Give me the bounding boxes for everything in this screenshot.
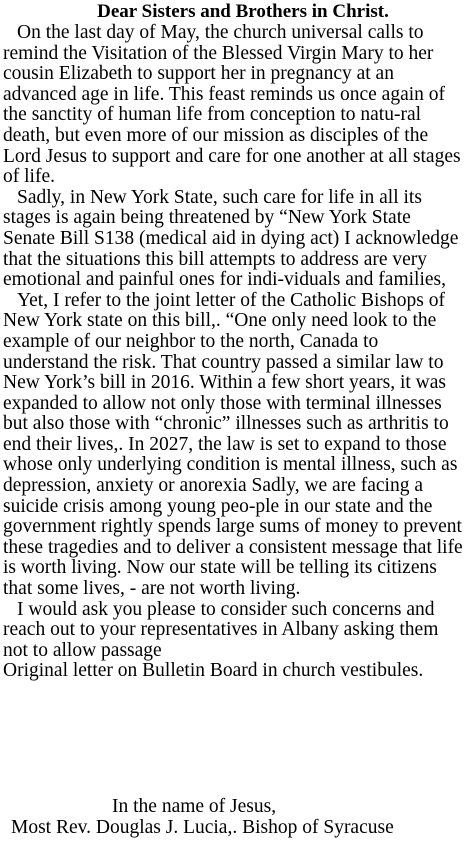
- paragraph-request: I would ask you please to consider such concerns and reach out to your representatives in Albany asking them not to allow passage: [3, 598, 439, 661]
- closing-signature: Most Rev. Douglas J. Lucia,. Bishop of Syracuse: [11, 817, 394, 838]
- paragraph-visitation: On the last day of May, the church universal calls to remind the Visitation of the Blessed Virgin Mary to her cousin Elizabeth to support her in pregnancy at an advanced age in life. This feast reminds us once again of the sanctity of human life from conception to natu-ral death, but even more of our mission as disciples of the Lord Jesus to support and care for one another at all stages of life.: [3, 22, 461, 188]
- letter-closing: [0, 796, 460, 838]
- letter-title: Dear Sisters and Brothers in Christ.: [97, 1, 389, 22]
- paragraph-senate-bill: Sadly, in New York State, such care for life in all its stages is again being threatened by “New York State Senate Bill S138 (medical aid in dying act) I acknowledge that the situations this bill attempts to address are very emotional and painful ones for indi-viduals and families,: [3, 186, 459, 291]
- letter-body: [3, 23, 463, 682]
- closing-salutation: In the name of Jesus,: [112, 796, 277, 817]
- paragraph-bishops-letter: Yet, I refer to the joint letter of the Catholic Bishops of New York state on this bill,. “One only need look to the example of our neighbor to the north, Canada to understand the risk. That country passed a similar law to New York’s bill in 2016. Within a few short years, it was expanded to allow not only those with terminal illnesses but also those with “chronic” illnesses such as arthritis to end their lives,. In 2027, the law is set to expand to those whose only underlying condition is mental illness, such as depression, anxiety or anorexia Sadly, we are facing a suicide crisis among young peo-ple in our state and the government rightly spends large sums of money to prevent these tragedies and to deliver a consistent message that life is worth living. Now our state will be telling its citizens that some lives, - are not worth living.: [3, 289, 463, 600]
- bulletin-board-note: Original letter on Bulletin Board in church vestibules.: [3, 660, 424, 682]
- bulletin-letter: [3, 1, 463, 682]
